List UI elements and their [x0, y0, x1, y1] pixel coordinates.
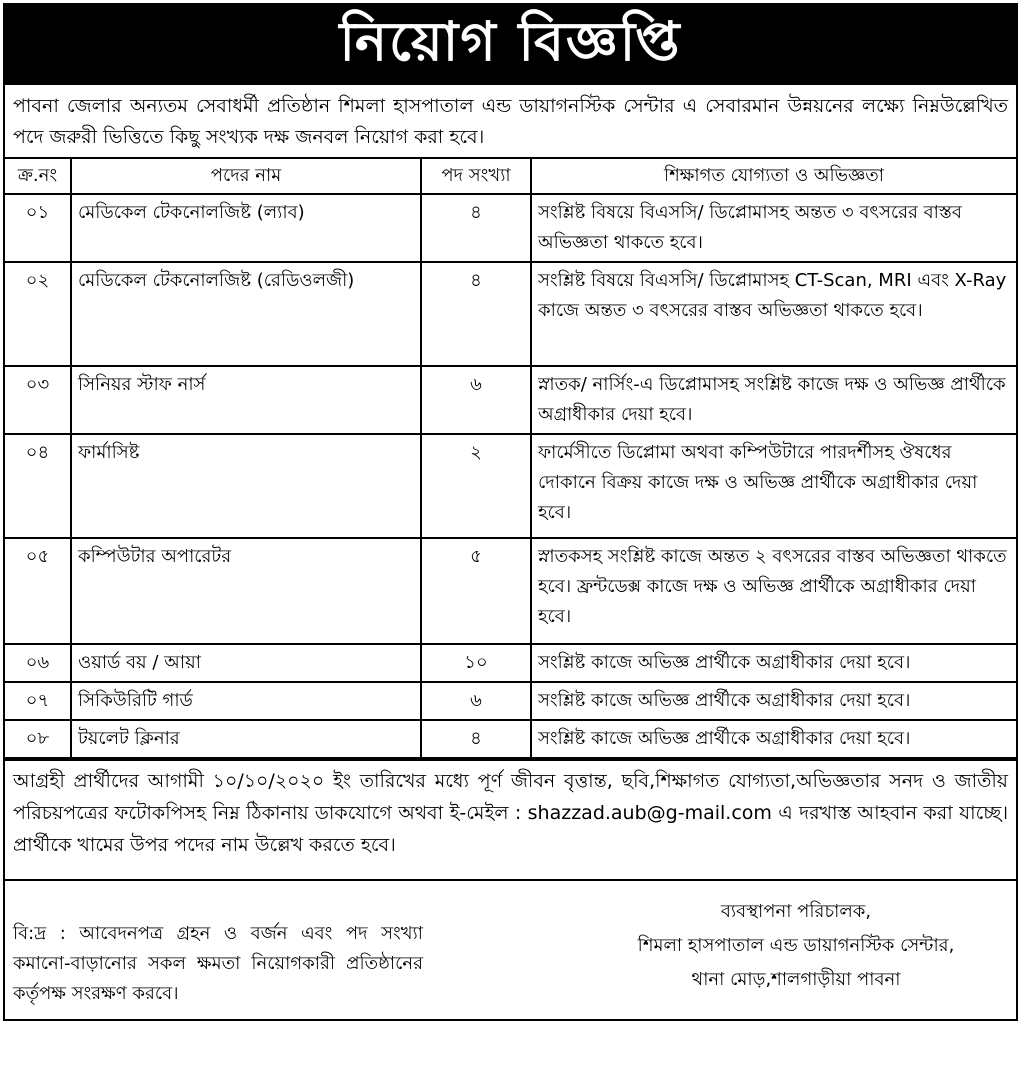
row-count: ২ — [421, 434, 531, 538]
special-note: বি:দ্র : আবেদনপত্র গ্রহন ও বর্জন এবং পদ সংখ্যা কমানো-বাড়ানোর সকল ক্ষমতা নিয়োগকারী প্রতিষ্ঠানের কর্তৃপক্ষ সংরক্ষণ করবে। — [13, 923, 423, 1004]
row-serial: ০৩ — [5, 366, 71, 434]
row-qualification: সংশ্লিষ্ট কাজে অভিজ্ঞ প্রার্থীকে অগ্রাধীকার দেয়া হবে। — [531, 644, 1016, 682]
row-post: ফার্মাসিষ্ট — [71, 434, 421, 538]
row-qualification: স্নাতকসহ সংশ্লিষ্ট কাজে অন্তত ২ বৎসরের বাস্তব অভিজ্ঞতা থাকতে হবে। ফ্রন্টডেক্স কাজে দক্ষ ও অভিজ্ঞ প্রার্থীকে অগ্রাধীকার দেয়া হবে। — [531, 538, 1016, 644]
row-serial: ০১ — [5, 194, 71, 262]
row-post: ওয়ার্ড বয় / আয়া — [71, 644, 421, 682]
header-serial: ক্র.নং — [5, 159, 71, 194]
row-count: ৫ — [421, 538, 531, 644]
application-instructions: আগ্রহী প্রার্থীদের আগামী ১০/১০/২০২০ ইং তারিখের মধ্যে পূর্ণ জীবন বৃত্তান্ত, ছবি,শিক্ষাগত যোগ্যতা,অভিজ্ঞতার সনদ ও জাতীয় পরিচয়পত্রের ফটোকপিসহ নিম্ন ঠিকানায় ডাকযোগে অথবা ই-মেইল : shazzad.aub@g-mail.com এ দরখাস্ত আহবান করা যাচ্ছে। প্রার্থীকে খামের উপর পদের নাম উল্লেখ করতে হবে। — [5, 759, 1016, 879]
row-post: মেডিকেল টেকনোলজিষ্ট (রেডিওলজী) — [71, 262, 421, 366]
job-notice — [3, 3, 1018, 1021]
row-count: ৪ — [421, 720, 531, 758]
table-row — [5, 720, 1016, 758]
row-qualification: ফার্মেসীতে ডিপ্লোমা অথবা কম্পিউটারে পারদর্শীসহ ঔষধের দোকানে বিক্রয় কাজে দক্ষ ও অভিজ্ঞ প্রার্থীকে অগ্রাধীকার দেয়া হবে। — [531, 434, 1016, 538]
row-post: কম্পিউটার অপারেটর — [71, 538, 421, 644]
row-post: মেডিকেল টেকনোলজিষ্ট (ল্যাব) — [71, 194, 421, 262]
row-serial: ০৮ — [5, 720, 71, 758]
table-row — [5, 538, 1016, 644]
row-count: ৪ — [421, 262, 531, 366]
row-post: টয়লেট ক্লিনার — [71, 720, 421, 758]
row-serial: ০৫ — [5, 538, 71, 644]
intro-paragraph: পাবনা জেলার অন্যতম সেবাধর্মী প্রতিষ্ঠান শিমলা হাসপাতাল এন্ড ডায়াগনস্টিক সেন্টার এ সেবারমান উন্নয়নের লক্ষ্যে নিম্নউল্লেখিত পদে জরুরী ভিত্তিতে কিছু সংখ্যক দক্ষ জনবল নিয়োগ করা হবে। — [5, 85, 1016, 159]
row-post: সিনিয়র স্টাফ নার্স — [71, 366, 421, 434]
organization-name: শিমলা হাসপাতাল এন্ড ডায়াগনস্টিক সেন্টার, — [637, 935, 955, 956]
row-post: সিকিউরিটি গার্ড — [71, 682, 421, 720]
row-serial: ০২ — [5, 262, 71, 366]
row-qualification: সংশ্লিষ্ট কাজে অভিজ্ঞ প্রার্থীকে অগ্রাধীকার দেয়া হবে। — [531, 720, 1016, 758]
row-qualification: সংশ্লিষ্ট বিষয়ে বিএসসি/ ডিপ্লোমাসহ অন্তত ৩ বৎসরের বাস্তব অভিজ্ঞতা থাকতে হবে। — [531, 194, 1016, 262]
row-qualification: স্নাতক/ নার্সিং-এ ডিপ্লোমাসহ সংশ্লিষ্ট কাজে দক্ষ ও অভিজ্ঞ প্রার্থীকে অগ্রাধীকার দেয়া হবে। — [531, 366, 1016, 434]
table-row — [5, 194, 1016, 262]
notice-title: নিয়োগ বিজ্ঞপ্তি — [5, 5, 1016, 85]
header-post: পদের নাম — [71, 159, 421, 194]
table-header-row — [5, 159, 1016, 194]
bottom-section — [5, 879, 1016, 1067]
header-qualification: শিক্ষাগত যোগ্যতা ও অভিজ্ঞতা — [531, 159, 1016, 194]
table-row — [5, 682, 1016, 720]
row-qualification: সংশ্লিষ্ট বিষয়ে বিএসসি/ ডিপ্লোমাসহ CT-Scan, MRI এবং X-Ray কাজে অন্তত ৩ বৎসরের বাস্তব অভিজ্ঞতা থাকতে হবে। — [531, 262, 1016, 366]
table-row — [5, 644, 1016, 682]
row-count: ১০ — [421, 644, 531, 682]
table-row — [5, 434, 1016, 538]
table-row — [5, 366, 1016, 434]
header-count: পদ সংখ্যা — [421, 159, 531, 194]
row-serial: ০৭ — [5, 682, 71, 720]
signatory-title: ব্যবস্থাপনা পরিচালক, — [720, 901, 872, 922]
organization-address: থানা মোড়,শালগাড়ীয়া পাবনা — [691, 969, 901, 990]
row-serial: ০৬ — [5, 644, 71, 682]
row-serial: ০৪ — [5, 434, 71, 538]
table-row — [5, 262, 1016, 366]
row-count: ৪ — [421, 194, 531, 262]
signature-block — [586, 895, 1006, 997]
row-count: ৬ — [421, 366, 531, 434]
positions-table — [5, 159, 1016, 759]
row-qualification: সংশ্লিষ্ট কাজে অভিজ্ঞ প্রার্থীকে অগ্রাধীকার দেয়া হবে। — [531, 682, 1016, 720]
row-count: ৬ — [421, 682, 531, 720]
